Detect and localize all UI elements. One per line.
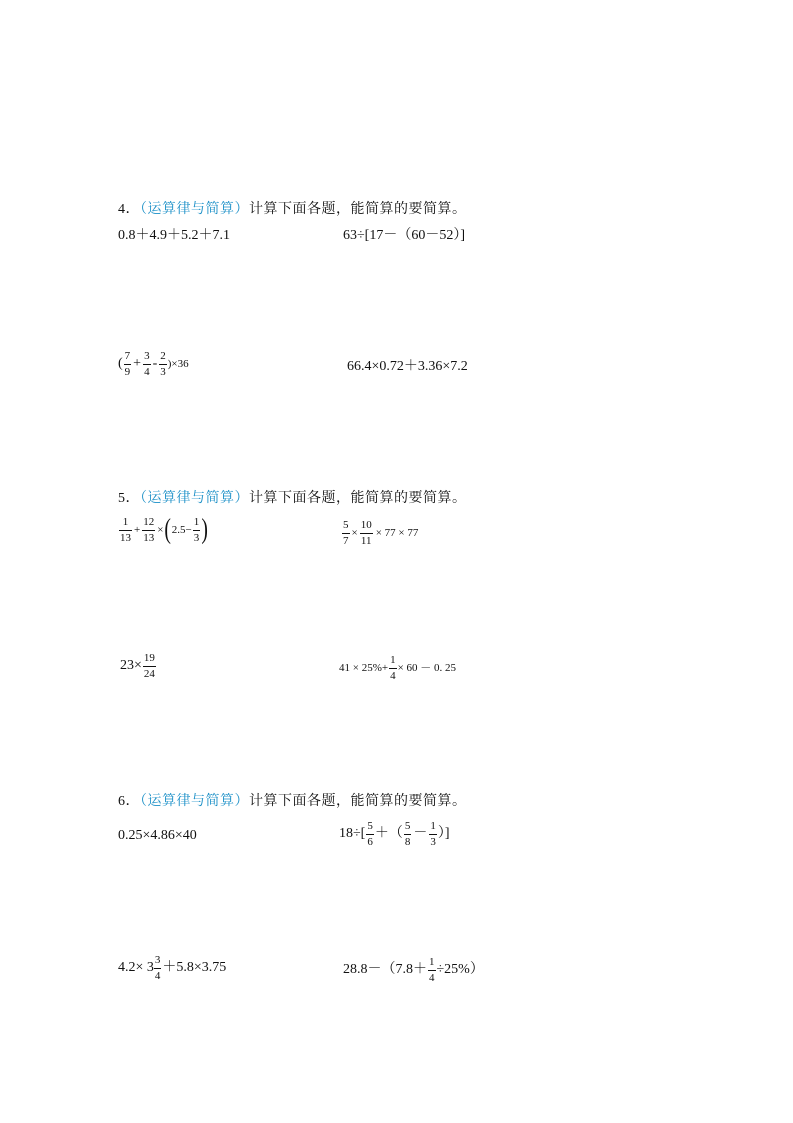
denominator: 4 [154,969,161,982]
topic-tag: （运算律与简算） [140,793,249,809]
numerator: 5 [343,519,349,531]
numerator: 3 [144,350,150,362]
fraction [143,350,151,378]
expr-middle: 2.5− [171,523,192,536]
expr-lead: 4.2× 3 [118,960,154,976]
numerator: 1 [193,516,200,528]
denominator: 7 [343,534,349,547]
numerator: 1 [390,654,396,666]
expr-lead: 23× [120,658,142,674]
numerator: 10 [360,519,372,531]
q6-expr-1: 0.25×4.86×40 [118,828,197,843]
q5-expr-2 [341,519,418,547]
denominator: 4 [390,669,396,682]
question-6-heading [118,790,467,810]
operator: × [157,523,164,536]
denominator: 3 [193,531,200,544]
expr-lead: 41 × 25%+ [339,661,389,674]
denominator: 24 [143,667,155,680]
denominator: 3 [430,835,436,848]
expr-tail: ＋5.8×3.75 [162,960,227,976]
question-number: 6． [118,794,140,809]
fraction [142,516,155,544]
question-number: 4． [118,202,140,217]
q5-expr-4 [339,654,456,682]
numerator: 1 [122,516,129,528]
denominator: 13 [120,531,131,544]
instruction-text: 计算下面各题，能简算的要简算。 [249,793,467,809]
numerator: 3 [154,954,161,966]
fraction [119,516,132,544]
numerator: 19 [143,652,155,664]
expr-lead: 18÷[ [339,826,366,842]
operator: － [413,826,428,842]
close-paren: ) [201,514,209,546]
question-number: 5． [118,491,140,506]
fraction [366,820,374,848]
numerator: 2 [160,350,166,362]
numerator: 5 [404,820,411,832]
expr-middle: ＋（ [374,826,403,842]
q6-expr-2 [339,820,450,848]
q5-expr-1 [118,516,209,544]
expr-tail: × 77 × 77 [375,526,419,539]
denominator: 8 [404,835,411,848]
fraction [429,820,437,848]
question-5-heading [118,487,467,507]
operator: × [351,526,358,539]
q4-expr-1: 0.8＋4.9＋5.2＋7.1 [118,228,230,243]
denominator: 4 [429,971,435,984]
numerator: 1 [429,956,435,968]
q6-expr-4 [343,956,484,984]
question-4-heading [118,198,467,218]
numerator: 1 [430,820,436,832]
q4-expr-2: 63÷[17－（60－52）] [343,228,466,243]
fraction [389,654,397,682]
numerator: 12 [143,516,155,528]
topic-tag: （运算律与简算） [140,490,249,506]
open-paren: ( [118,356,123,372]
instruction-text: 计算下面各题，能简算的要简算。 [249,490,467,506]
topic-tag: （运算律与简算） [140,201,249,217]
fraction [124,350,132,378]
operator: + [134,523,141,536]
numerator: 7 [124,350,131,362]
fraction [159,350,167,378]
fraction [154,954,162,982]
denominator: 3 [160,365,166,378]
fraction [143,652,156,680]
operator: + [133,356,142,372]
open-paren: ( [164,514,172,546]
expr-tail: )×36 [167,357,189,370]
operator: - [152,356,158,372]
q4-expr-4: 66.4×0.72＋3.36×7.2 [347,359,468,374]
expr-tail: × 60 － 0. 25 [397,661,457,674]
fraction [404,820,412,848]
denominator: 4 [144,365,150,378]
instruction-text: 计算下面各题，能简算的要简算。 [249,201,467,217]
fraction [342,519,350,547]
denominator: 11 [360,534,372,547]
q6-expr-3 [118,954,226,982]
fraction [193,516,201,544]
expr-lead: 28.8－（7.8＋ [343,962,427,978]
denominator: 9 [124,365,131,378]
expr-tail: ）] [437,826,450,842]
denominator: 13 [143,531,155,544]
fraction [360,519,373,547]
expr-tail: ÷25%） [436,962,484,978]
fraction [428,956,436,984]
numerator: 5 [367,820,373,832]
denominator: 6 [367,835,373,848]
q4-expr-3 [118,350,189,378]
q5-expr-3 [120,652,157,680]
